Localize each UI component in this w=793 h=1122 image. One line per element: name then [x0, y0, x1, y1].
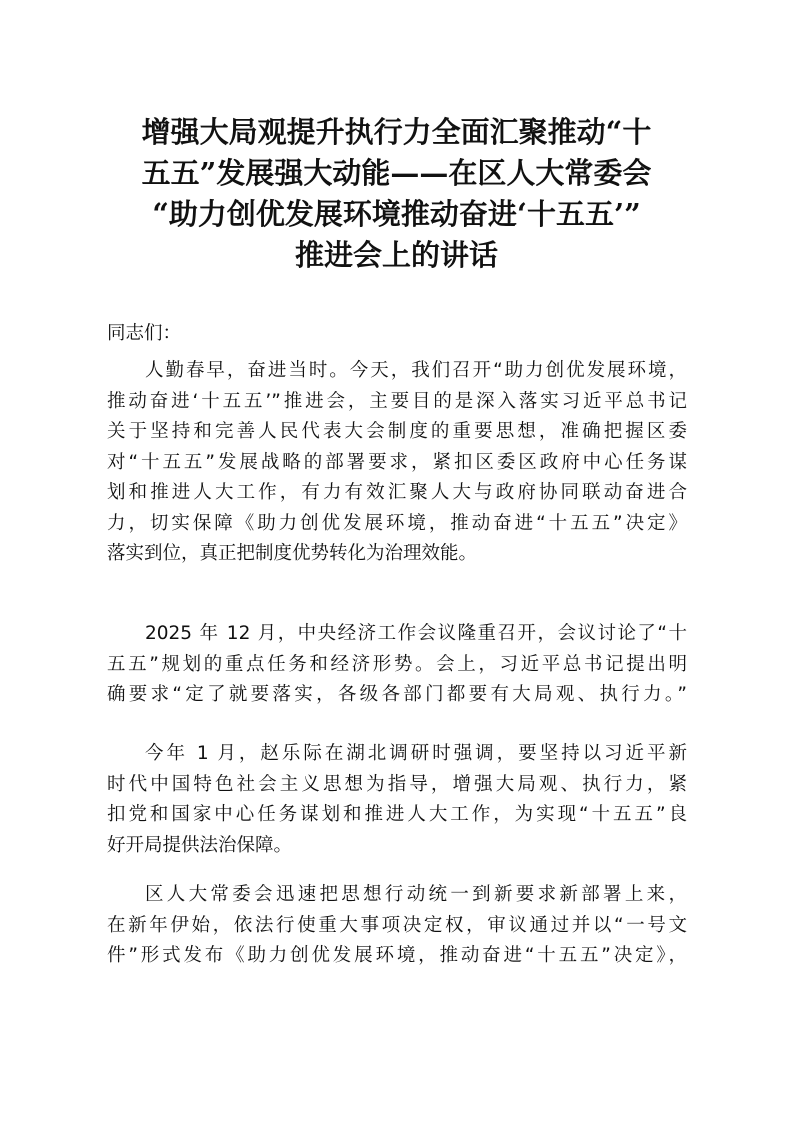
paragraph-line: 落实到位，真正把制度优势转化为治理效能。	[107, 543, 478, 564]
paragraph-line: 在新年伊始，依法行使重大事项决定权，审议通过并以“一号文	[107, 914, 687, 936]
paragraph-line: 推动奋进‘十五五’”推进会，主要目的是深入落实习近平总书记	[107, 390, 687, 412]
title-line: “助力创优发展环境推动奋进‘十五五’”	[152, 197, 641, 231]
paragraph-line: 力，切实保障《助力创优发展环境，推动奋进“十五五”决定》	[107, 512, 687, 534]
body-paragraph	[107, 739, 687, 861]
paragraph-line: 划和推进人大工作，有力有效汇聚人大与政府协同联动奋进合	[107, 482, 687, 503]
title-line: 增强大局观提升执行力全面汇聚推动“十	[141, 115, 652, 149]
paragraph-line: 2025 年 12 月，中央经济工作会议隆重召开，会议讨论了“十	[145, 623, 687, 644]
paragraph-line: 确要求“定了就要落实，各级各部门都要有大局观、执行力。”	[107, 684, 687, 705]
paragraph-line: 五五”规划的重点任务和经济形势。会上，习近平总书记提出明	[107, 653, 687, 675]
body-paragraph	[107, 880, 687, 972]
paragraph-line: 件”形式发布《助力创优发展环境，推动奋进“十五五”决定》，	[107, 945, 687, 966]
paragraph-line: 对“十五五”发展战略的部署要求，紧扣区委区政府中心任务谋	[107, 451, 687, 473]
document-title	[100, 112, 693, 276]
paragraph-line: 区人大常委会迅速把思想行动统一到新要求新部署上来，	[145, 884, 687, 905]
salutation: 同志们：	[107, 323, 182, 344]
title-line: 五五”发展强大动能——在区人大常委会	[141, 156, 652, 190]
paragraph-line: 关于坚持和完善人民代表大会制度的重要思想，准确把握区委	[107, 421, 687, 442]
paragraph-line: 好开局提供法治保障。	[107, 834, 293, 856]
paragraph-line: 人勤春早，奋进当时。今天，我们召开“助力创优发展环境，	[145, 360, 687, 381]
title-line: 推进会上的讲话	[294, 238, 498, 272]
paragraph-line: 扣党和国家中心任务谋划和推进人大工作，为实现“十五五”良	[107, 804, 687, 825]
body-paragraph	[107, 619, 687, 711]
body-paragraph	[107, 356, 687, 570]
paragraph-line: 时代中国特色社会主义思想为指导，增强大局观、执行力，紧	[107, 773, 687, 795]
paragraph-line: 今年 1 月，赵乐际在湖北调研时强调，要坚持以习近平新	[145, 743, 687, 764]
